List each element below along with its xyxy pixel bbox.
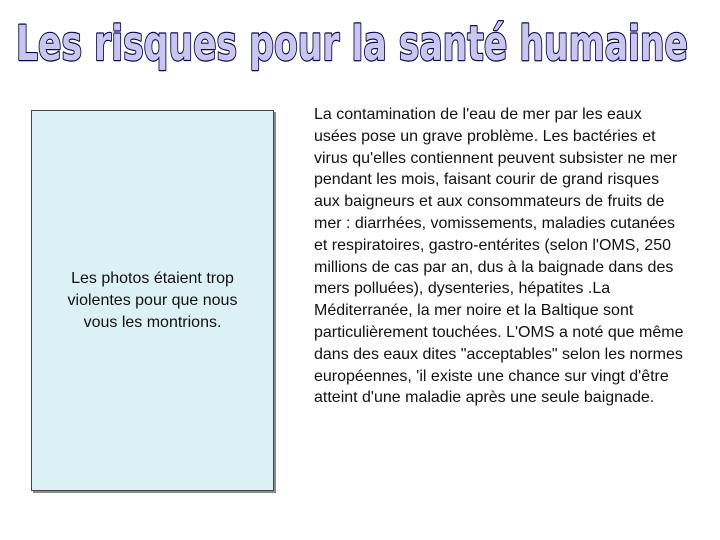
photo-placeholder-caption: Les photos étaient trop violentes pour que nous vous les montrions.: [67, 269, 238, 331]
photo-placeholder-box: [31, 110, 274, 491]
page-title: [0, 4, 720, 84]
title-wordart: [0, 4, 720, 84]
title-text: Les risques pour la santé humaine: [16, 16, 688, 72]
body-paragraph: La contamination de l'eau de mer par les eaux usées pose un grave problème. Les bactéries et virus qu'elles contiennent peuvent subsister ne mer pendant les mois, faisant courir de grand risques aux baigneurs et aux consommateurs de fruits de mer : diarrhées, vomissements, maladies cutanées et respiratoires, gastro-entérites (selon l'OMS, 250 millions de cas par an, dus à la baignade dans des mers polluées), dysenteries, hépatites .La Méditerranée, la mer noire et la Baltique sont particulièrement touchées. L'OMS a noté que même dans des eaux dites "acceptables" selon les normes européennes, 'il existe une chance sur vingt d'être atteint d'une maladie après une seule baignade.: [314, 106, 684, 407]
